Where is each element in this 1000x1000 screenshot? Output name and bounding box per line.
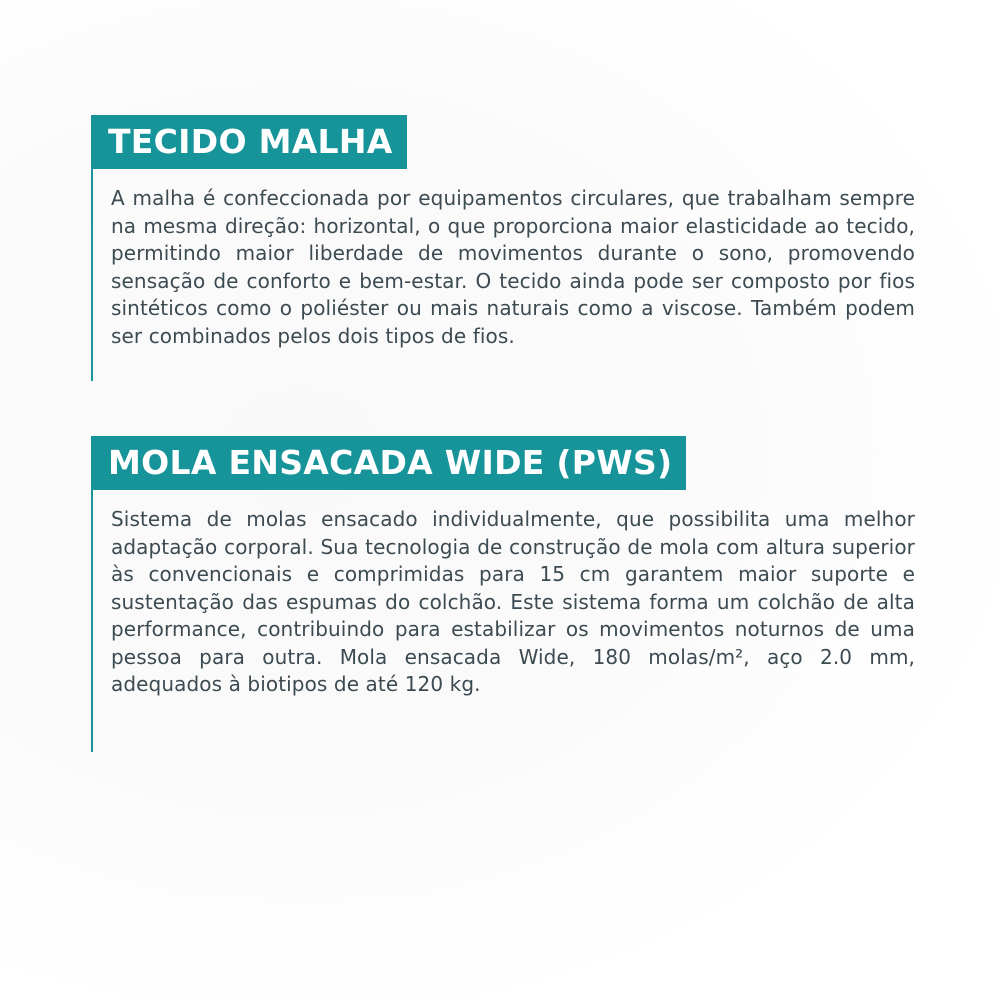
section-tecido-malha bbox=[91, 115, 921, 381]
section-title: MOLA ENSACADA WIDE (PWS) bbox=[91, 436, 686, 490]
section-body-block bbox=[91, 490, 921, 752]
section-body-text: A malha é confeccionada por equipamentos circulares, que trabalham sempre na mesma direção: horizontal, o que proporciona maior elasticidade ao tecido, permitindo maior liberdade de movimentos durante o sono, promovendo sensação de conforto e bem-estar. O tecido ainda pode ser composto por fios sintéticos como o poliéster ou mais naturais como a viscose. Também podem ser combinados pelos dois tipos de fios. bbox=[111, 186, 915, 348]
section-title: TECIDO MALHA bbox=[91, 115, 407, 169]
section-body-text: Sistema de molas ensacado individualmente, que possibilita uma melhor adaptação corporal. Sua tecnologia de construção de mola com altura superior às convencionais e comprimidas para 15 cm garantem maior suporte e sustentação das espumas do colchão. Este sistema forma um colchão de alta performance, contribuindo para estabilizar os movimentos noturnos de uma pessoa para outra. Mola ensacada Wide, 180 molas/m², aço 2.0 mm, adequados à biotipos de até 120 kg. bbox=[111, 507, 915, 696]
section-mola-ensacada bbox=[91, 436, 921, 752]
section-body-block bbox=[91, 169, 921, 381]
